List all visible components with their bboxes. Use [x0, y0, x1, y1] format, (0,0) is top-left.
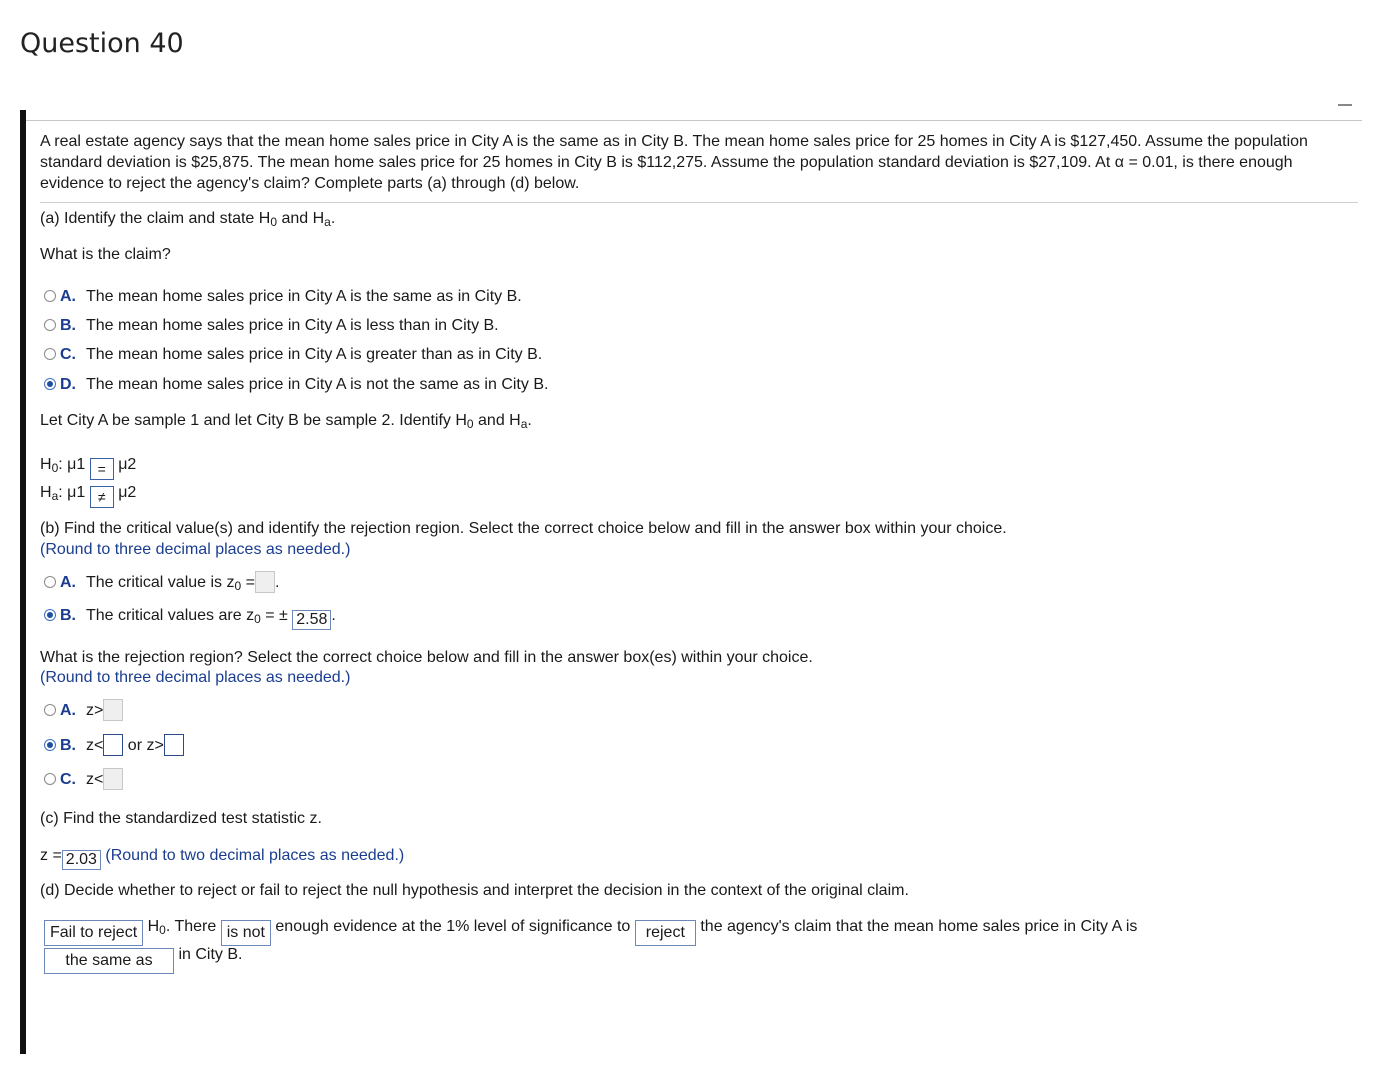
question-title: Question 40: [20, 28, 184, 59]
region-option-c[interactable]: C. z<: [44, 768, 123, 790]
radio-button[interactable]: [44, 348, 56, 360]
claim-option-b[interactable]: B. The mean home sales price in City A is less than in City B.: [44, 315, 499, 336]
region-option-a[interactable]: A. z>: [44, 699, 123, 721]
radio-button[interactable]: [44, 773, 56, 785]
top-divider: [26, 120, 1362, 121]
critical-value-input-a[interactable]: [255, 571, 275, 593]
ha-operator-select[interactable]: ≠: [90, 486, 114, 508]
radio-button[interactable]: [44, 576, 56, 588]
relation-select[interactable]: the same as: [44, 948, 174, 974]
problem-intro: A real estate agency says that the mean home sales price in City A is the same as in City B. The mean home sales price for 25 homes in City A is $127,450. Assume the population standard deviation is $25,875. The mean home sales price for 25 homes in City B is $112,275. Assume the population standard deviation is $27,109. At α = 0.01, is there enough evidence to reject the agency's claim? Complete parts (a) through (d) below.: [40, 133, 1308, 192]
sample-instruction: Let City A be sample 1 and let City B be sample 2. Identify $H_0$ and $H_a$.: [40, 412, 532, 431]
radio-button[interactable]: [44, 319, 56, 331]
claim-option-c[interactable]: C. The mean home sales price in City A is greater than as in City B.: [44, 344, 542, 365]
left-accent-bar: [20, 110, 26, 1054]
part-d-heading: (d) Decide whether to reject or fail to reject the null hypothesis and interpret the decision in the context of the original claim.: [40, 882, 909, 899]
h0-operator-select[interactable]: =: [90, 458, 114, 480]
rejection-round-note: (Round to three decimal places as needed.): [40, 669, 351, 686]
radio-button[interactable]: [44, 704, 56, 716]
corner-marker: [1338, 104, 1352, 106]
part-a-heading: (a) Identify the claim and state $H_0$ and $H_a$.: [40, 210, 336, 229]
decision-select[interactable]: Fail to reject: [44, 920, 143, 946]
evidence-select[interactable]: is not: [221, 920, 271, 946]
region-b-upper-input[interactable]: [164, 734, 184, 756]
region-a-input[interactable]: [103, 699, 123, 721]
radio-button-selected[interactable]: [44, 609, 56, 621]
claim-option-d[interactable]: D. The mean home sales price in City A is not the same as in City B.: [44, 374, 548, 395]
part-b-round-note: (Round to three decimal places as needed.): [40, 541, 351, 558]
region-c-input[interactable]: [103, 768, 123, 790]
part-c-heading: (c) Find the standardized test statistic z.: [40, 810, 322, 827]
decision-sentence-line1: Fail to reject $H_0$. There is not enough evidence at the 1% level of significance to reject the agency's claim that the mean home sales price in City A is: [44, 916, 1137, 946]
claim-option-a[interactable]: A. The mean home sales price in City A is the same as in City B.: [44, 286, 522, 307]
radio-button-selected[interactable]: [44, 378, 56, 390]
radio-button[interactable]: [44, 290, 56, 302]
test-statistic-row: z = 2.03 (Round to two decimal places as needed.): [40, 847, 405, 868]
action-select[interactable]: reject: [635, 920, 696, 946]
claim-question: What is the claim?: [40, 246, 171, 263]
critical-option-b[interactable]: B. The critical values are $z_0$ = ± 2.58 .: [44, 605, 336, 630]
test-statistic-input[interactable]: 2.03: [62, 850, 101, 870]
region-b-lower-input[interactable]: [103, 734, 123, 756]
rejection-region-question: What is the rejection region? Select the correct choice below and fill in the answer box(es) within your choice.: [40, 649, 813, 666]
critical-value-input-b[interactable]: 2.58: [292, 610, 331, 630]
intro-divider: [40, 202, 1358, 203]
alternative-hypothesis: $H_a$: μ1 ≠ μ2: [40, 482, 136, 508]
decision-sentence-line2: the same as in City B.: [44, 944, 242, 974]
radio-button-selected[interactable]: [44, 739, 56, 751]
region-option-b[interactable]: B. z< or z>: [44, 734, 184, 756]
null-hypothesis: $H_0$: μ1 = μ2: [40, 454, 136, 480]
critical-option-a[interactable]: A. The critical value is $z_0$ = .: [44, 571, 279, 593]
part-b-heading: (b) Find the critical value(s) and identify the rejection region. Select the correct choice below and fill in the answer box within your choice.: [40, 520, 1007, 537]
